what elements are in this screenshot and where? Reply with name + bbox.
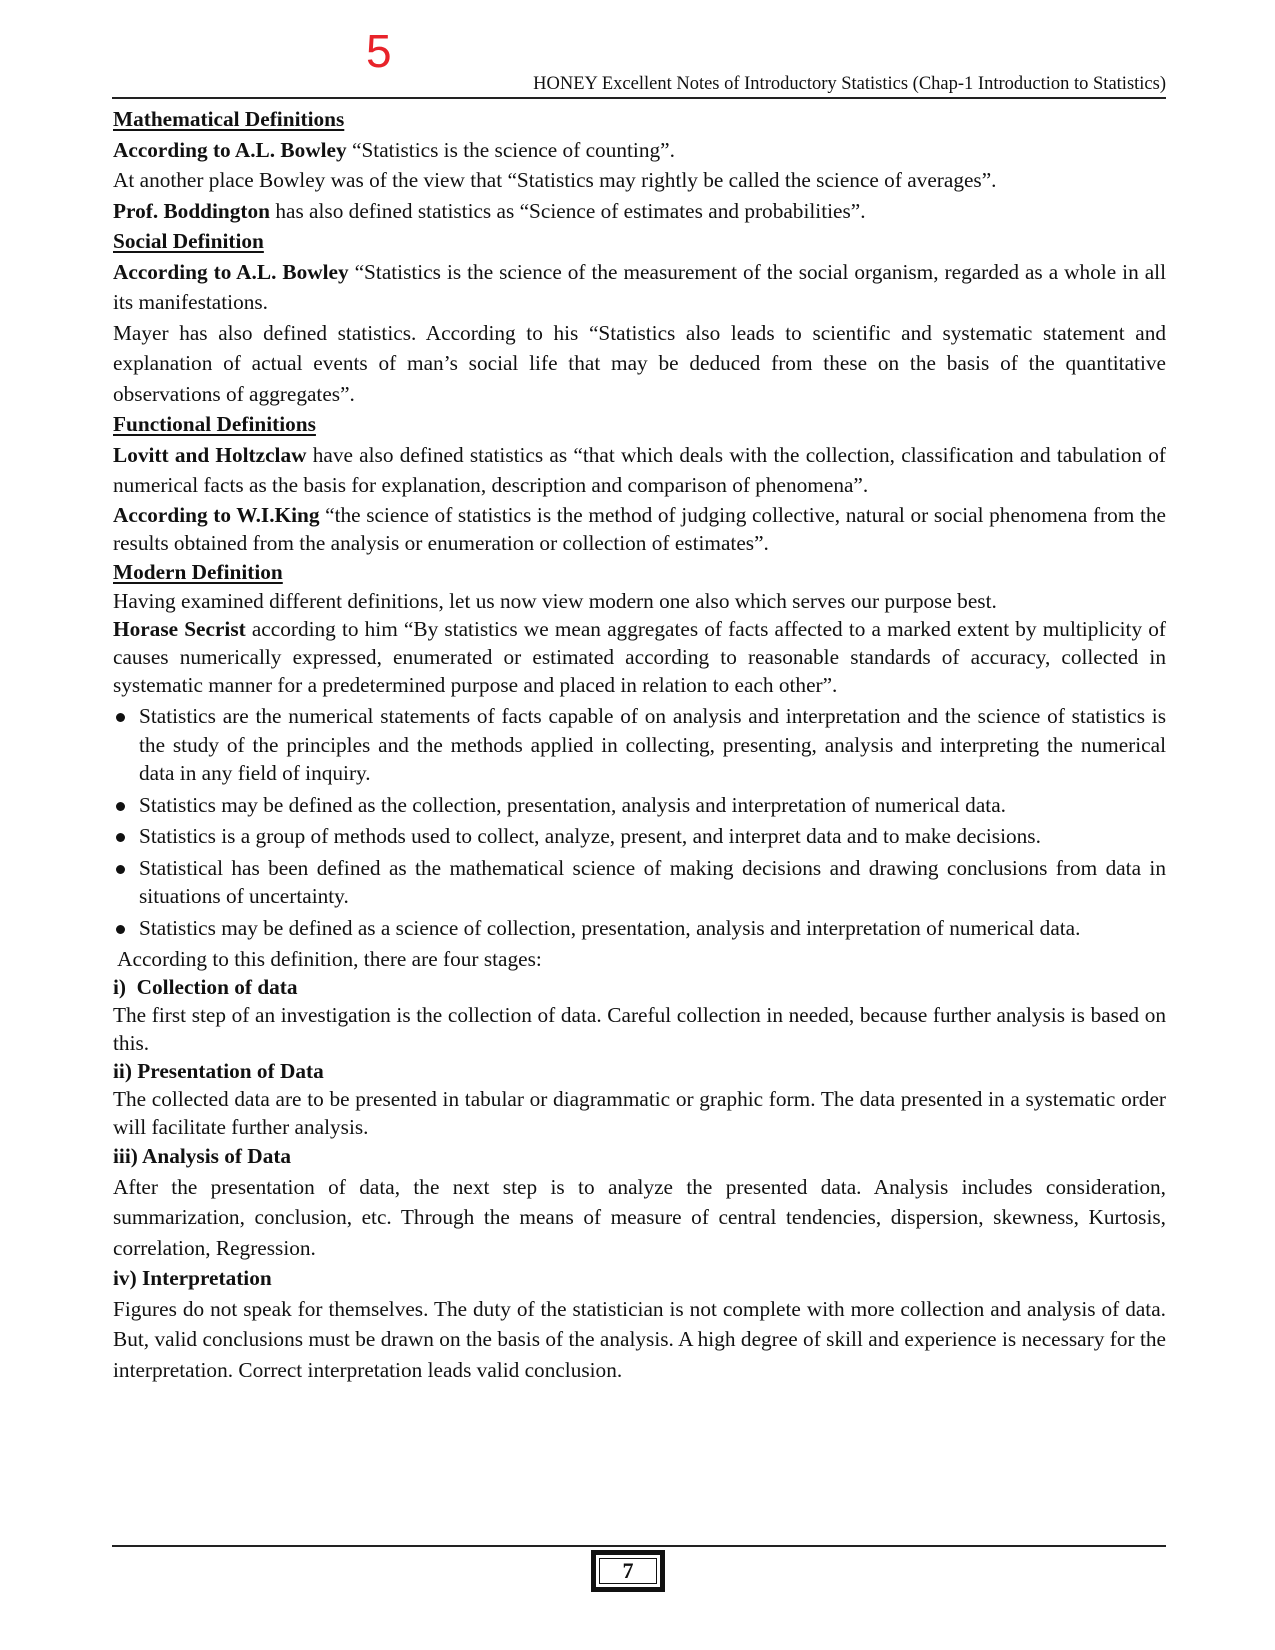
paragraph-text: has also defined statistics as “Science of estimates and probabilities”. bbox=[270, 198, 866, 223]
paragraph-boddington bbox=[113, 196, 1166, 227]
paragraph-modern-intro: Having examined different definitions, let us now view modern one also which serves our purpose best. bbox=[113, 589, 997, 613]
paragraph-bowley-social bbox=[113, 257, 1166, 318]
page-number-box bbox=[591, 1550, 665, 1592]
paragraph-lovitt-holtzclaw bbox=[113, 440, 1166, 501]
stage-text-interpretation: Figures do not speak for themselves. The duty of the statistician is not complete with more collection and analysis of data. But, valid conclusions must be drawn on the basis of the analysis. A high degree of skill and experience is necessary for the interpretation. Correct interpretation leads valid conclusion. bbox=[113, 1296, 1166, 1382]
bullet-item bbox=[113, 854, 1166, 911]
stage-heading-presentation: ii) Presentation of Data bbox=[113, 1059, 324, 1083]
paragraph-text: “the science of statistics is the method of judging collective, natural or social phenomena from the results obtained from the analysis or enumeration or collection of estimates”. bbox=[113, 502, 1166, 555]
paragraph-text: have also defined statistics as “that which deals with the collection, classification and tabulation of numerical facts as the basis for explanation, description and comparison of phenomena”. bbox=[113, 442, 1166, 497]
bullet-icon bbox=[116, 925, 125, 934]
section-heading-social: Social Definition bbox=[113, 229, 264, 253]
stage-heading-interpretation: iv) Interpretation bbox=[113, 1266, 272, 1290]
stage-heading-analysis: iii) Analysis of Data bbox=[113, 1144, 292, 1168]
section-heading-functional: Functional Definitions bbox=[113, 412, 316, 436]
bullet-text: Statistics are the numerical statements of facts capable of on analysis and interpretation and the science of statistics is the study of the principles and the methods applied in collecting, presenting, analysis and interpreting the numerical data in any field of inquiry. bbox=[139, 704, 1166, 785]
paragraph-text: according to him “By statistics we mean aggregates of facts affected to a marked extent by multiplicity of causes numerically expressed, enumerated or estimated according to reasonable standards of accuracy, collected in systematic manner for a predetermined purpose and placed in relation to each other”. bbox=[113, 617, 1166, 697]
running-header-title: HONEY Excellent Notes of Introductory Statistics (Chap-1 Introduction to Statistics) bbox=[533, 74, 1166, 94]
footer-divider bbox=[112, 1545, 1166, 1547]
stage-text-analysis: After the presentation of data, the next step is to analyze the presented data. Analysis includes consideration, summarization, conclusion, etc. Through the means of measure of central tendencies, dispersion, skewness, Kurtosis, correlation, Regression. bbox=[113, 1174, 1166, 1260]
section-heading-modern: Modern Definition bbox=[113, 559, 283, 584]
paragraph-bowley-counting bbox=[113, 135, 1166, 166]
bullet-item bbox=[113, 914, 1166, 943]
stages-intro: According to this definition, there are four stages: bbox=[113, 947, 542, 971]
bullet-icon bbox=[116, 865, 125, 874]
paragraph-mayer: Mayer has also defined statistics. According to his “Statistics also leads to scientific and systematic statement and explanation of actual events of man’s social life that may be deduced from these on the basis of the quantitative observations of aggregates”. bbox=[113, 320, 1166, 406]
bullet-item bbox=[113, 791, 1166, 820]
paragraph-king bbox=[113, 501, 1166, 557]
page-number: 7 bbox=[599, 1558, 657, 1584]
stage-heading-collection: i) Collection of data bbox=[113, 975, 298, 999]
bullet-icon bbox=[116, 833, 125, 842]
author-name: Horase Secrist bbox=[113, 617, 246, 641]
stage-text-collection: The first step of an investigation is the collection of data. Careful collection in needed, because further analysis is based on this. bbox=[113, 1003, 1166, 1055]
section-heading-mathematical: Mathematical Definitions bbox=[113, 107, 345, 131]
paragraph-secrist bbox=[113, 615, 1166, 699]
author-name: According to A.L. Bowley bbox=[113, 259, 349, 284]
bullet-item bbox=[113, 702, 1166, 788]
page-marker-number: 5 bbox=[366, 25, 392, 77]
author-name: According to W.I.King bbox=[113, 502, 320, 527]
definition-bullet-list bbox=[113, 702, 1166, 942]
bullet-icon bbox=[116, 802, 125, 811]
author-name: Prof. Boddington bbox=[113, 198, 271, 223]
bullet-icon bbox=[116, 713, 125, 722]
stage-text-presentation: The collected data are to be presented in tabular or diagrammatic or graphic form. The data presented in a systematic order will facilitate further analysis. bbox=[113, 1087, 1166, 1139]
bullet-text: Statistics is a group of methods used to collect, analyze, present, and interpret data and to make decisions. bbox=[139, 824, 1041, 848]
bullet-text: Statistics may be defined as the collection, presentation, analysis and interpretation of numerical data. bbox=[139, 792, 1006, 817]
header-divider bbox=[112, 97, 1166, 99]
paragraph-bowley-averages: At another place Bowley was of the view that “Statistics may rightly be called the science of averages”. bbox=[113, 168, 997, 192]
page-body bbox=[113, 104, 1166, 1385]
bullet-item bbox=[113, 822, 1166, 851]
paragraph-text: “Statistics is the science of the measurement of the social organism, regarded as a whole in all its manifestations. bbox=[113, 259, 1166, 314]
author-name: Lovitt and Holtzclaw bbox=[113, 442, 307, 467]
bullet-text: Statistics may be defined as a science of collection, presentation, analysis and interpretation of numerical data. bbox=[139, 915, 1081, 940]
author-name: According to A.L. Bowley bbox=[113, 137, 347, 162]
bullet-text: Statistical has been defined as the mathematical science of making decisions and drawing conclusions from data in situations of uncertainty. bbox=[139, 855, 1166, 908]
paragraph-text: “Statistics is the science of counting”. bbox=[346, 137, 675, 162]
